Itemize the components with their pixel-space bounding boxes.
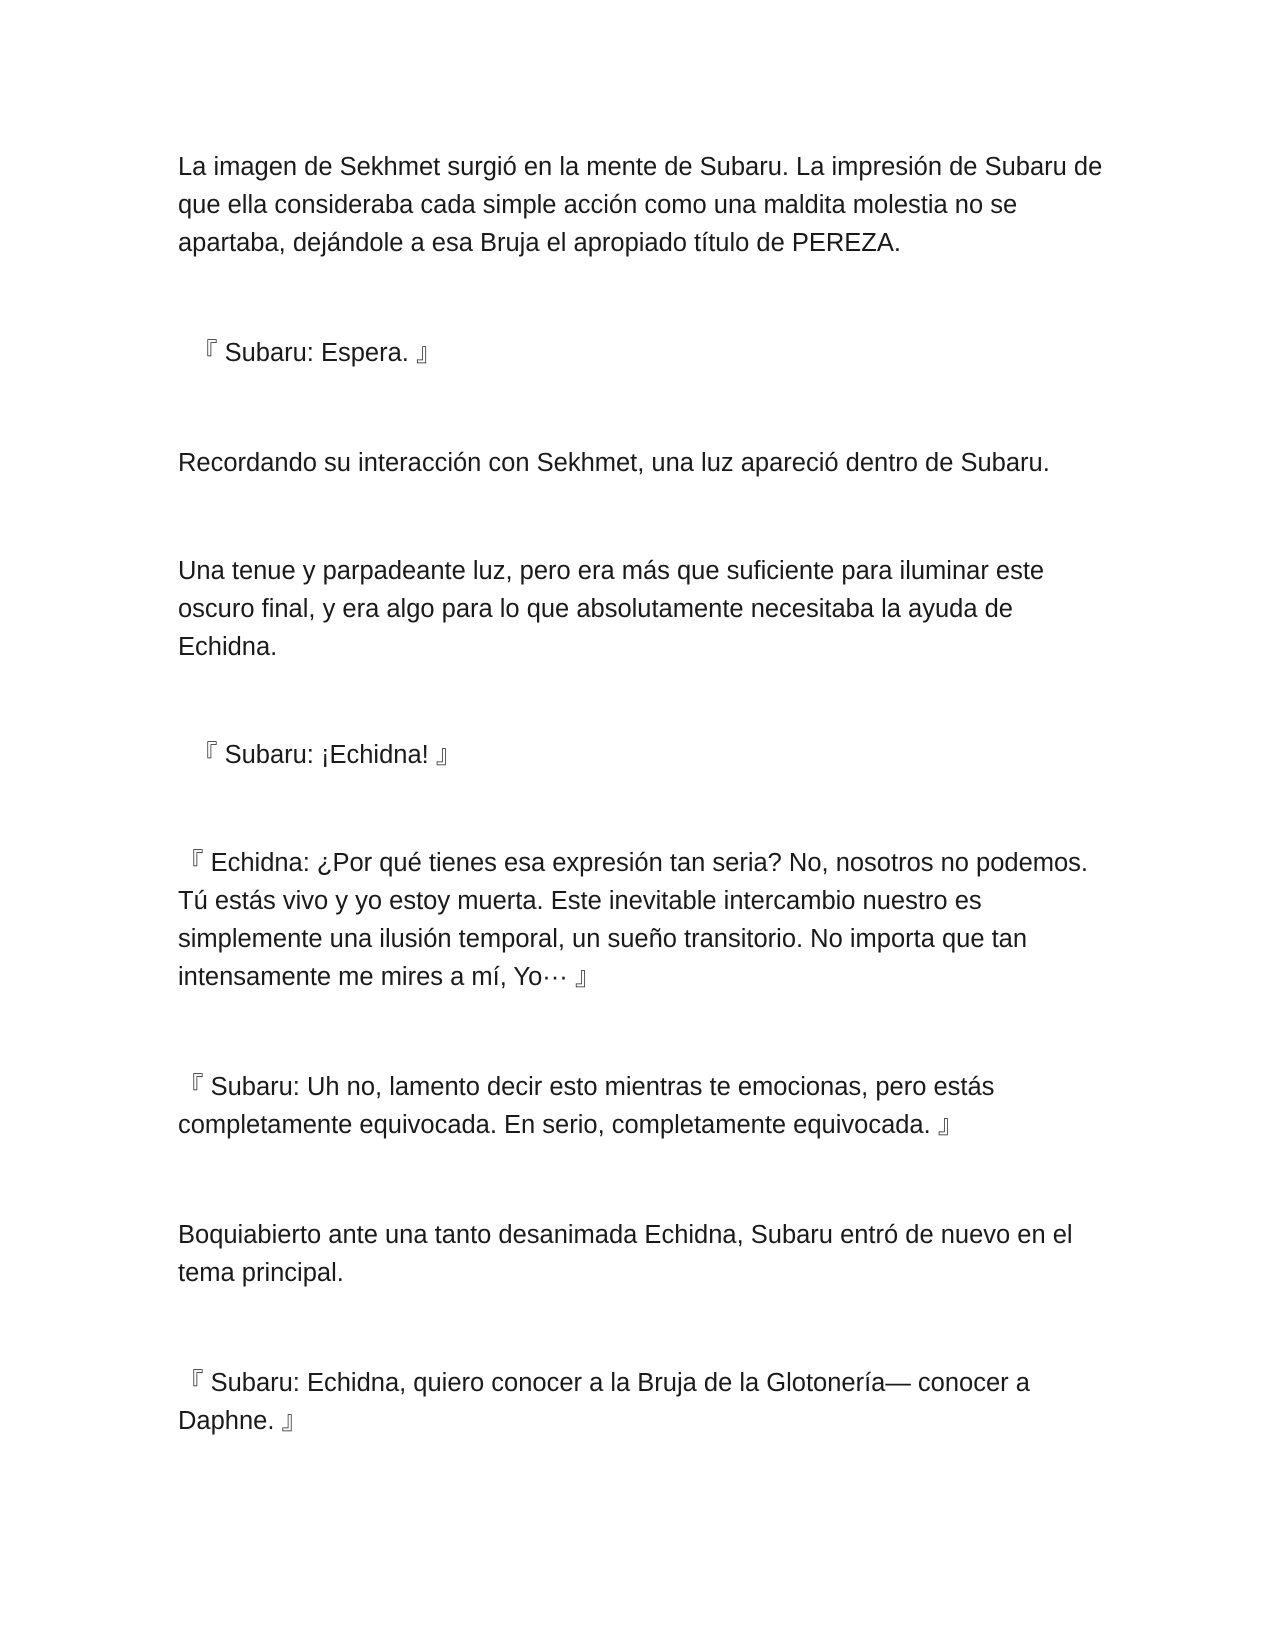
dialogue-paragraph: 『 Subaru: Echidna, quiero conocer a la Bruja de la Glotonería— conocer a Daphne. 』 [178,1369,1030,1435]
dialogue-line: 『 Subaru: Espera. 』 [192,339,442,367]
narration-paragraph: La imagen de Sekhmet surgió en la mente de Subaru. La impresión de Subaru de que ella consideraba cada simple acción como una maldita molestia no se apartaba, dejándole a esa Bruja el apropiado título de PEREZA. [178,153,1103,257]
dialogue-line: 『 Subaru: ¡Echidna! 』 [192,741,462,769]
narration-paragraph: Recordando su interacción con Sekhmet, una luz apareció dentro de Subaru. [178,449,1050,477]
narration-paragraph: Boquiabierto ante una tanto desanimada Echidna, Subaru entró de nuevo en el tema principal. [178,1221,1073,1287]
dialogue-paragraph: 『 Subaru: Uh no, lamento decir esto mientras te emocionas, pero estás completamente equivocada. En serio, completamente equivocada. 』 [178,1073,995,1139]
dialogue-paragraph: 『 Echidna: ¿Por qué tienes esa expresión tan seria? No, nosotros no podemos. Tú estás vivo y yo estoy muerta. Este inevitable intercambio nuestro es simplemente una ilusión temporal, un sueño transitorio. No importa que tan intensamente me mires a mí, Yo··· 』 [178,849,1089,991]
text-body [178,148,1108,1440]
narration-paragraph: Una tenue y parpadeante luz, pero era más que suficiente para iluminar este oscuro final, y era algo para lo que absolutamente necesitaba la ayuda de Echidna. [178,557,1045,661]
